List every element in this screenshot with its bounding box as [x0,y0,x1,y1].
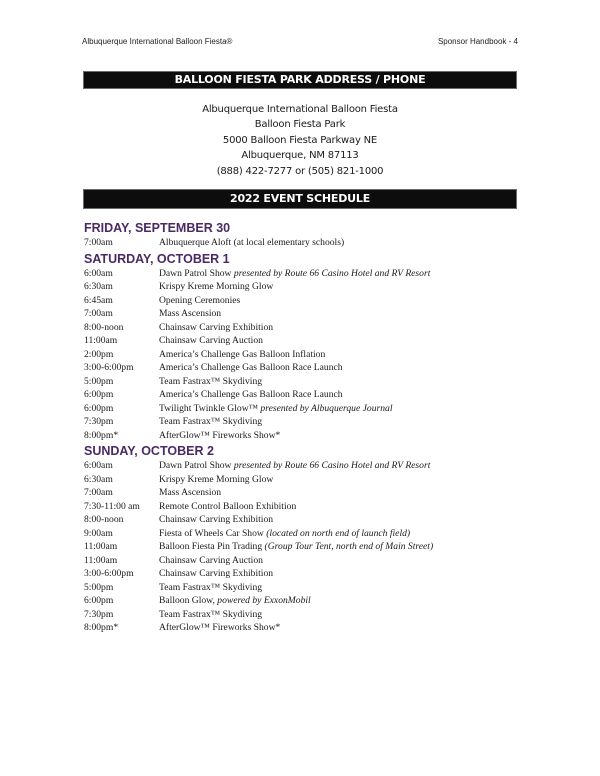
event-row [84,375,524,389]
event-row [84,500,524,514]
event-name: Opening Ceremonies [159,294,241,306]
event-name: Team Fastrax™ Skydiving [159,375,263,387]
event-row [84,459,524,473]
event-description [159,307,524,321]
event-description [159,459,524,473]
event-description [159,348,524,362]
event-row [84,294,524,308]
event-name: Mass Ascension [159,487,222,498]
event-description [159,294,524,308]
event-name: Balloon Glow, [159,595,218,606]
schedule-section-title: 2022 EVENT SCHEDULE [83,189,517,209]
event-time: 3:00-6:00pm [84,568,134,579]
event-time: 6:45am [84,294,113,306]
event-time: 11:00am [84,541,118,552]
event-row [84,429,524,443]
event-description [159,581,524,595]
event-note: presented by Albuquerque Journal [260,402,393,414]
event-time: 7:00am [84,487,113,498]
event-row [84,554,524,568]
event-row [84,321,524,335]
event-row [84,334,524,348]
event-time: 11:00am [84,335,118,346]
header-organization: Albuquerque International Balloon Fiesta® [82,37,233,46]
event-description [159,429,524,443]
event-description [159,334,524,348]
event-name: AfterGlow™ Fireworks Show* [159,622,281,633]
address-section-title: BALLOON FIESTA PARK ADDRESS / PHONE [83,71,517,89]
event-time: 6:00am [84,267,113,279]
event-name: Krispy Kreme Morning Glow [159,281,274,292]
event-row [84,267,524,281]
event-name: America’s Challenge Gas Balloon Race Launch [159,389,343,400]
event-row [84,348,524,362]
address-line-city: Albuquerque, NM 87113 [241,150,359,162]
event-description [159,415,524,429]
event-time: 2:00pm [84,348,114,360]
event-name: Fiesta of Wheels Car Show [159,527,267,539]
event-time: 6:00am [84,460,113,471]
event-time: 7:30-11:00 am [84,500,140,512]
event-name: Chainsaw Carving Auction [159,335,263,346]
event-description [159,621,524,635]
address-line-park: Balloon Fiesta Park [254,119,346,131]
event-time: 3:00-6:00pm [84,362,134,373]
event-time: 6:30am [84,473,113,485]
event-note: presented by Route 66 Casino Hotel and RV Resort [233,267,431,279]
event-description [159,236,524,250]
event-time: 5:00pm [84,375,114,387]
event-name: Balloon Fiesta Pin Trading [159,541,265,552]
event-row [84,581,524,595]
event-time: 8:00pm* [84,429,119,441]
event-note: presented by Route 66 Casino Hotel and RV Resort [233,460,431,471]
event-name: America’s Challenge Gas Balloon Race Launch [159,362,343,373]
event-description [159,280,524,294]
event-row [84,473,524,487]
day-block [84,221,524,250]
event-description [159,554,524,568]
event-time: 9:00am [84,527,113,539]
event-name: Team Fastrax™ Skydiving [159,581,263,593]
event-description [159,473,524,487]
header-page-number: Sponsor Handbook - 4 [437,37,518,46]
day-block [84,444,524,635]
event-row [84,236,524,250]
event-name: Mass Ascension [159,308,222,319]
event-name: Twilight Twinkle Glow™ [159,402,261,414]
event-description [159,513,524,527]
event-note: (Group Tour Tent, north end of Main Street) [264,541,434,552]
event-name: Dawn Patrol Show [159,267,234,279]
event-time: 7:00am [84,237,113,248]
event-time: 6:00pm [84,595,114,606]
event-name: Chainsaw Carving Auction [159,554,263,566]
address-block [83,102,517,179]
event-description [159,321,524,335]
event-name: Team Fastrax™ Skydiving [159,416,263,427]
event-description [159,540,524,554]
event-description [159,527,524,541]
address-line-street: 5000 Balloon Fiesta Parkway NE [222,134,378,146]
event-name: Chainsaw Carving Exhibition [159,514,274,525]
event-time: 5:00pm [84,581,114,593]
event-time: 7:30pm [84,608,114,620]
event-name: Chainsaw Carving Exhibition [159,568,274,579]
event-description [159,361,524,375]
event-time: 6:00pm [84,402,114,414]
event-time: 8:00-noon [84,321,124,333]
event-row [84,621,524,635]
event-name: Dawn Patrol Show [159,460,234,471]
event-time: 6:00pm [84,389,114,400]
event-name: Team Fastrax™ Skydiving [159,608,263,620]
event-row [84,567,524,581]
event-row [84,307,524,321]
event-time: 6:30am [84,281,113,292]
event-name: Chainsaw Carving Exhibition [159,321,274,333]
day-heading: SUNDAY, OCTOBER 2 [84,444,214,458]
event-name: Remote Control Balloon Exhibition [159,500,297,512]
event-name: Krispy Kreme Morning Glow [159,473,274,485]
day-heading: FRIDAY, SEPTEMBER 30 [84,221,231,235]
event-row [84,361,524,375]
event-note: powered by ExxonMobil [217,595,311,606]
event-description [159,388,524,402]
event-row [84,608,524,622]
event-description [159,500,524,514]
event-schedule [84,221,524,637]
event-description [159,567,524,581]
event-row [84,486,524,500]
page-header [82,37,518,49]
event-name: Albuquerque Aloft (at local elementary schools) [159,237,345,248]
event-description [159,375,524,389]
event-name: AfterGlow™ Fireworks Show* [159,429,281,441]
event-row [84,388,524,402]
event-time: 7:30pm [84,416,114,427]
event-time: 11:00am [84,554,118,566]
event-time: 8:00pm* [84,622,119,633]
event-row [84,280,524,294]
day-block [84,252,524,443]
event-description [159,608,524,622]
event-row [84,594,524,608]
event-row [84,527,524,541]
event-name: America’s Challenge Gas Balloon Inflation [159,348,326,360]
event-description [159,594,524,608]
event-description [159,402,524,416]
address-line-phone: (888) 422-7277 or (505) 821-1000 [216,165,384,177]
event-description [159,267,524,281]
event-row [84,415,524,429]
event-time: 7:00am [84,308,113,319]
event-time: 8:00-noon [84,514,124,525]
event-row [84,540,524,554]
event-note: (located on north end of launch field) [266,527,411,539]
address-line-organization: Albuquerque International Balloon Fiesta [202,104,398,115]
event-row [84,513,524,527]
event-row [84,402,524,416]
day-heading: SATURDAY, OCTOBER 1 [84,251,230,266]
event-description [159,486,524,500]
